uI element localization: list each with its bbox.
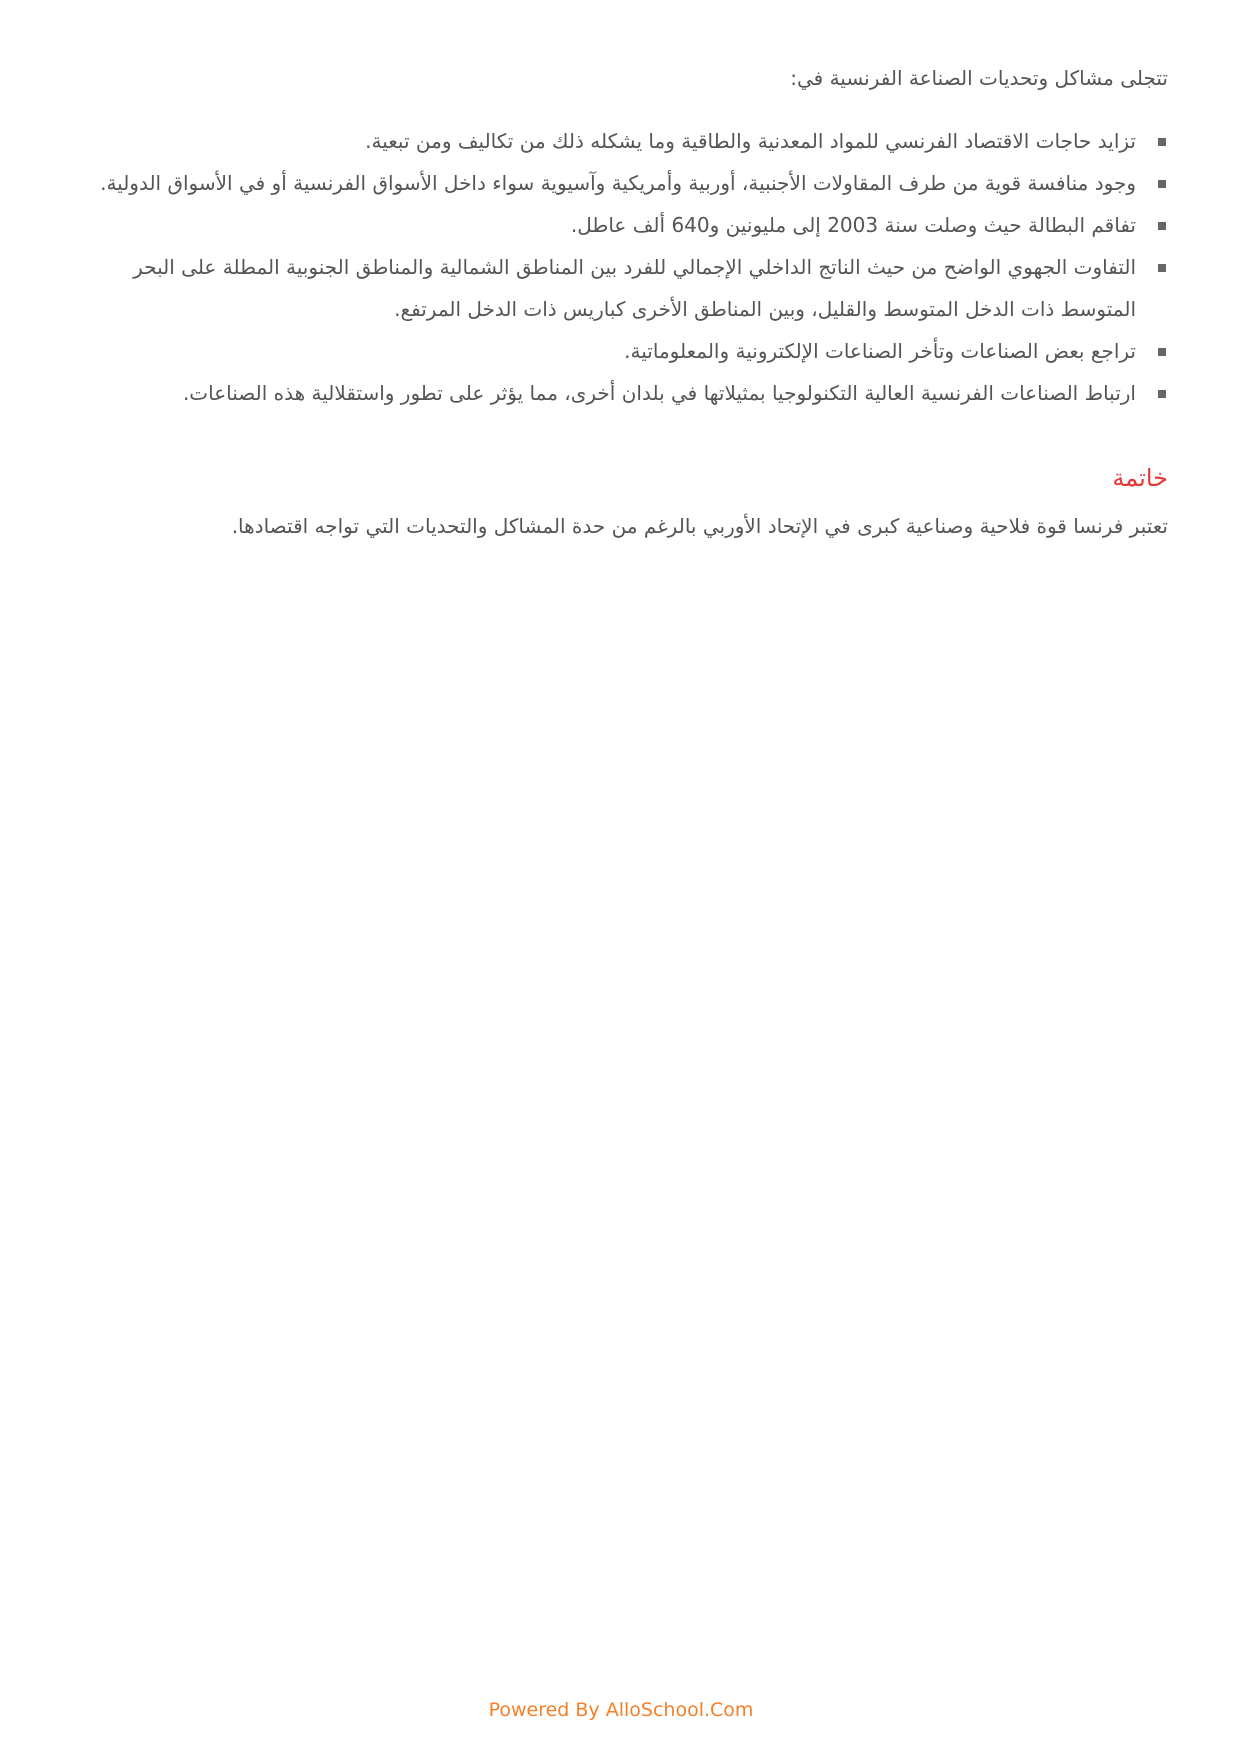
conclusion-heading: خاتمة — [1112, 464, 1168, 492]
footer-link[interactable]: Powered By AlloSchool.Com — [488, 1699, 754, 1721]
list-item: ارتباط الصناعات الفرنسية العالية التكنولوجيا بمثيلاتها في بلدان أخرى، مما يؤثر على تطور واستقلالية هذه الصناعات. — [68, 372, 1136, 414]
document-content — [68, 62, 1168, 542]
list-item: تزايد حاجات الاقتصاد الفرنسي للمواد المعدنية والطاقية وما يشكله ذلك من تكاليف ومن تبعية. — [68, 120, 1136, 162]
list-item: وجود منافسة قوية من طرف المقاولات الأجنبية، أوربية وأمريكية وآسيوية سواء داخل الأسواق الفرنسية أو في الأسواق الدولية. — [68, 162, 1136, 204]
conclusion-paragraph: تعتبر فرنسا قوة فلاحية وصناعية كبرى في الإتحاد الأوربي بالرغم من حدة المشاكل والتحديات التي تواجه اقتصادها. — [231, 514, 1168, 538]
list-item: التفاوت الجهوي الواضح من حيث الناتج الداخلي الإجمالي للفرد بين المناطق الشمالية والمناطق الجنوبية المطلة على البحر المتوسط ذات الدخل المتوسط والقليل، وبين المناطق الأخرى كباريس ذات الدخل المرتفع. — [68, 246, 1136, 330]
intro-paragraph: تتجلى مشاكل وتحديات الصناعة الفرنسية في: — [790, 66, 1168, 90]
list-item: تراجع بعض الصناعات وتأخر الصناعات الإلكترونية والمعلوماتية. — [68, 330, 1136, 372]
challenges-list — [68, 120, 1168, 414]
list-item: تفاقم البطالة حيث وصلت سنة 2003 إلى مليونين و640 ألف عاطل. — [68, 204, 1136, 246]
